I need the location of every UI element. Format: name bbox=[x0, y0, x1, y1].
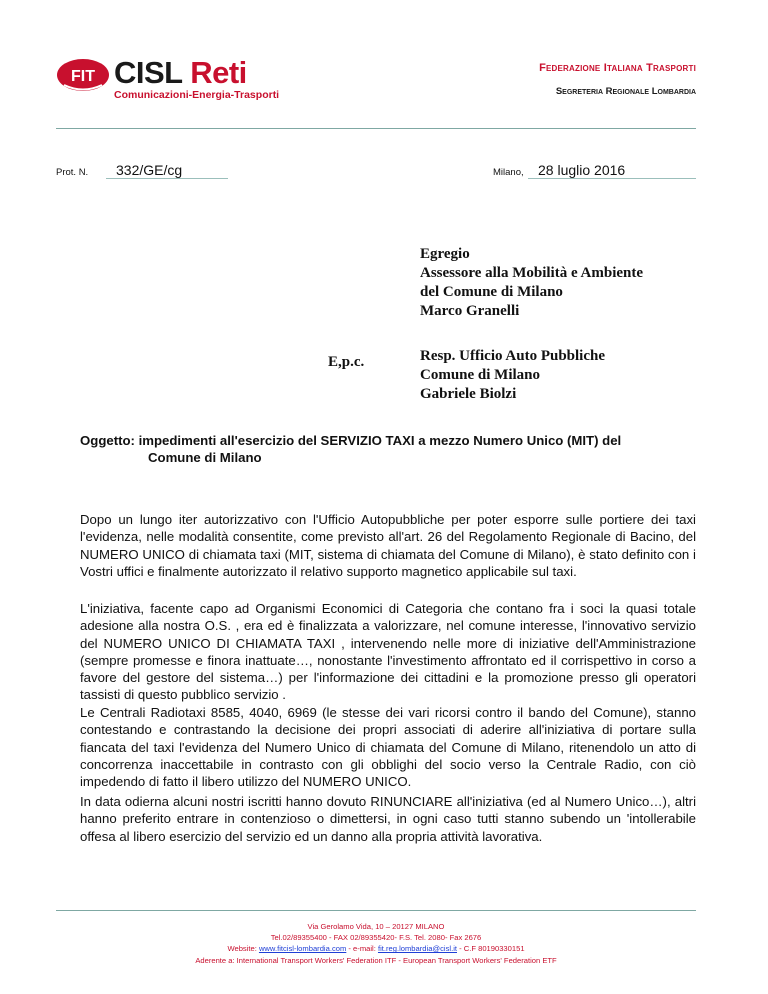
footer bbox=[56, 921, 696, 966]
website-link[interactable]: www.fitcisl-lombardia.com bbox=[258, 944, 347, 954]
recipient-block bbox=[420, 245, 643, 321]
footer-affiliation: Aderente a: International Transport Workers' Federation ITF - European Transport Workers' Federation ETF bbox=[195, 955, 557, 965]
website-label: Website: bbox=[227, 944, 259, 954]
cc-label: E,p.c. bbox=[328, 354, 365, 370]
federation-name: Federazione Italiana Trasporti bbox=[539, 62, 696, 74]
footer-phones: Tel.02/89355400 - FAX 02/89355420- F.S. Tel. 2080- Fax 2676 bbox=[270, 933, 482, 943]
subject-line-1: Oggetto: impedimenti all'esercizio del SERVIZIO TAXI a mezzo Numero Unico (MIT) del bbox=[80, 433, 622, 448]
date-value: 28 luglio 2016 bbox=[528, 162, 696, 179]
body-paragraph-1: Dopo un lungo iter autorizzativo con l'Ufficio Autopubbliche per poter esporre sulle portiere dei taxi l'evidenza, nelle modalità consentite, come previsto all'art. 26 del Regolamento Regionale di Bacino, del NUMERO UNICO di chiamata taxi (MIT, sistema di chiamata del Comune di Milano), è stato definito con i Vostri uffici e finalmente autorizzato il relativo supporto magnetico applicabile sul taxi. bbox=[80, 512, 696, 579]
secretariat-name: Segreteria Regionale Lombardia bbox=[555, 86, 696, 97]
brand-reti: Reti bbox=[190, 55, 247, 90]
footer-address: Via Gerolamo Vida, 10 – 20127 MILANO bbox=[307, 922, 445, 931]
subject bbox=[80, 432, 720, 466]
footer-contacts bbox=[56, 943, 696, 954]
fit-logo-icon bbox=[56, 58, 110, 92]
email-link[interactable]: fit.reg.lombardia@cisl.it bbox=[377, 944, 457, 954]
email-label: - e-mail: bbox=[346, 944, 378, 954]
recipient-line: Assessore alla Mobilità e Ambiente bbox=[420, 265, 644, 281]
brand-cisl: CISL bbox=[114, 55, 183, 90]
footer-divider bbox=[56, 910, 696, 911]
body-paragraph-2: L'iniziativa, facente capo ad Organismi Economici di Categoria che contano fra i soci la quasi totale adesione alla nostra O.S. , era ed è finalizzata a valorizzare, nel comune interesse, l'innovativo servizio del NUMERO UNICO DI CHIAMATA TAXI , intervenendo nelle more di iniziative dell'Amministrazione (sempre promesse e finora inattuate…, nonostante l'investimento affrontato ed il corrispettivo in corso a favore del gestore del sistema…) per l'informazione dei cittadini e la promozione presso gli operatori tassisti di questo pubblico servizio . bbox=[80, 601, 696, 703]
cc-line: Resp. Ufficio Auto Pubbliche bbox=[420, 348, 606, 364]
fit-logo-text: FIT bbox=[71, 68, 95, 85]
cc-line: Gabriele Biolzi bbox=[420, 386, 517, 402]
place-label: Milano, bbox=[493, 167, 524, 178]
prot-label: Prot. N. bbox=[56, 167, 89, 178]
cc-block bbox=[420, 347, 605, 404]
cisl-reti-logo bbox=[56, 56, 296, 116]
recipient-line: Marco Granelli bbox=[420, 303, 520, 319]
subject-line-2: Comune di Milano bbox=[148, 450, 262, 465]
recipient-line: Egregio bbox=[420, 246, 470, 262]
cc-line: Comune di Milano bbox=[420, 367, 541, 383]
header-divider bbox=[56, 128, 696, 129]
brand-name bbox=[114, 56, 247, 90]
body-paragraph-3: Le Centrali Radiotaxi 8585, 4040, 6969 (le stesse dei vari ricorsi contro il bando del Comune), stanno contestando e contrastando la decisione dei propri associati di aderire all'iniziativa di portare sulla fiancata del taxi l'evidenza del Numero Unico di chiamata del Comune di Milano, ritenendolo un atto di concorrenza inaccettabile in contrasto con gli obblighi del socio verso la Centrale Radio, con ciò impedendo di fatto il libero utilizzo del NUMERO UNICO. bbox=[80, 705, 696, 790]
prot-value: 332/GE/cg bbox=[106, 162, 228, 179]
recipient-line: del Comune di Milano bbox=[420, 284, 563, 300]
brand-subtitle: Comunicazioni-Energia-Trasporti bbox=[114, 89, 280, 101]
footer-cf: - C.F 80190330151 bbox=[457, 944, 525, 954]
body-paragraph-4: In data odierna alcuni nostri iscritti hanno dovuto RINUNCIARE all'iniziativa (ed al Numero Unico…), altri hanno preferito entrare in contenzioso o dimettersi, in ogni caso tutti stanno subendo un 'intollerabile offesa al libero esercizio del servizio ed un danno alla propria attività lavorativa. bbox=[80, 794, 696, 844]
